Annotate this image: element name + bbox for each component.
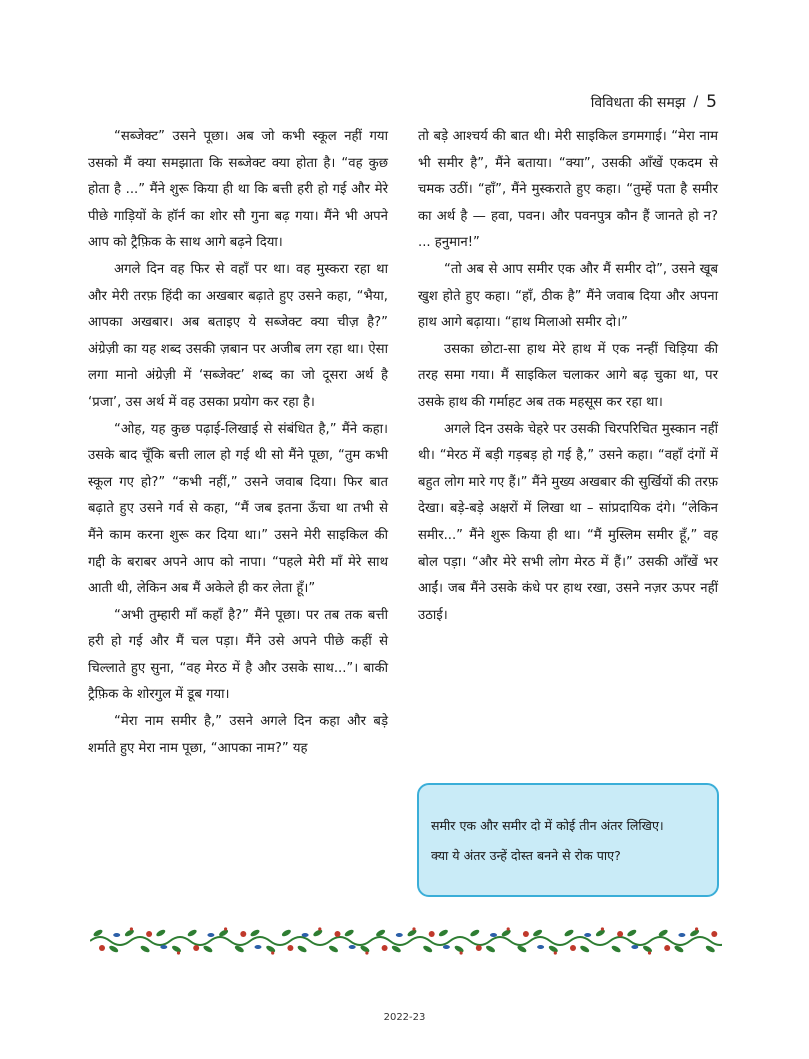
flower: [99, 945, 105, 951]
paragraph: “अभी तुम्हारी माँ कहाँ है?” मैंने पूछा। पर तब तक बत्ती हरी हो गई और मैं चल पड़ा। मैंने उसे अपने पीछे कहीं से चिल्लाते हुए सुना, “वह मेरठ में है और उसके साथ...”। बाकी ट्रैफ़िक के शोरगुल में डूब गया।: [88, 607, 388, 703]
paragraph: अगले दिन उसके चेहरे पर उसकी चिरपरिचित मुस्कान नहीं थी। “मेरठ में बड़ी गड़बड़ हो गई है,” उसने कहा। “वहाँ दंगों में बहुत लोग मारे गए हैं।” मैंने मुख्य अखबार की सुर्खियों की तरफ़ देखा। बड़े-बड़े अक्षरों में लिखा था – सांप्रदायिक दंगे। “लेकिन समीर...” मैंने शुरू किया ही था। “मैं मुस्लिम समीर हूँ,” वह बोल पड़ा। “और मेरे सभी लोग मेरठ में हैं।” उसकी आँखें भर आईं। जब मैंने उसके कंधे पर हाथ रखा, उसने नज़र ऊपर नहीं उठाई।: [418, 421, 718, 623]
flower: [382, 945, 388, 951]
leaf: [265, 944, 276, 953]
berry: [460, 951, 463, 954]
berry: [695, 927, 698, 930]
flower: [429, 931, 435, 937]
leaf: [171, 944, 182, 953]
paragraph: तो बड़े आश्चर्य की बात थी। मेरी साइकिल डगमगाई। “मेरा नाम भी समीर है”, मैंने बताया। “क्या”, उसकी आँखें एकदम से चमक उठीं। “हाँ”, मैंने मुस्कराते हुए कहा। “तुम्हें पता है समीर का अर्थ है — हवा, पवन। और पवनपुत्र कौन हैं जानते हो न? ... हनुमान!”: [418, 129, 718, 251]
leaf: [548, 944, 559, 953]
berry: [412, 927, 415, 930]
footer-year: 2022-23: [383, 1012, 426, 1023]
header-separator: /: [693, 94, 699, 110]
flower: [146, 931, 152, 937]
bud: [678, 933, 685, 937]
flower: [664, 945, 670, 951]
leaf: [344, 928, 355, 937]
leaf: [297, 944, 308, 953]
flower: [193, 945, 199, 951]
leaf: [579, 944, 590, 953]
berry: [507, 927, 510, 930]
leaf: [328, 944, 339, 953]
leaf: [626, 928, 637, 937]
chapter-title: विविधता की समझ: [590, 94, 686, 111]
berry: [271, 951, 274, 954]
berry: [648, 951, 651, 954]
leaf: [485, 944, 496, 953]
leaf: [202, 944, 213, 953]
berry: [177, 951, 180, 954]
paragraph: अगले दिन वह फिर से वहाँ पर था। वह मुस्करा रहा था और मेरी तरफ़ हिंदी का अखबार बढ़ाते हुए उसने कहा, “भैया, आपका अखबार। अब बताइए ये सब्जेक्ट क्या चीज़ है?” अंग्रेज़ी का यह शब्द उसकी ज़बान पर अजीब लग रहा था। ऐसा लगा मानो अंग्रेज़ी में ‘सब्जेक्ट’ शब्द का जो दूसरा अर्थ है ‘प्रजा’, उस अर्थ में वह उसका प्रयोग कर रहा है।: [88, 261, 388, 410]
paragraph: “सब्जेक्ट” उसने पूछा। अब जो कभी स्कूल नहीं गया उसको मैं क्या समझाता कि सब्जेक्ट क्या होता है। “वह कुछ होता है ...” मैंने शुरू किया ही था कि बत्ती हरी हो गई और मेरे पीछे गाड़ियों के हॉर्न का शोर सौ गुना बढ़ गया। मैंने भी अपने आप को ट्रैफ़िक के साथ आगे बढ़ने दिया।: [88, 129, 388, 251]
bud: [490, 933, 497, 937]
flower: [240, 931, 246, 937]
berry: [554, 951, 557, 954]
bud: [207, 933, 214, 937]
right-column: [418, 124, 718, 629]
bud: [443, 945, 450, 949]
flower: [287, 945, 293, 951]
berry: [601, 927, 604, 930]
leaf: [140, 944, 151, 953]
bud: [537, 945, 544, 949]
leaf: [406, 928, 417, 937]
bud: [631, 945, 638, 949]
flower: [711, 931, 717, 937]
bud: [160, 945, 167, 949]
vine-stem: [90, 937, 722, 945]
flower: [570, 945, 576, 951]
berry: [224, 927, 227, 930]
paragraph: “मेरा नाम समीर है,” उसने अगले दिन कहा और बड़े शर्माते हुए मेरा नाम पूछा, “आपका नाम?” यह: [88, 714, 388, 756]
bud: [584, 933, 591, 937]
bud: [349, 945, 356, 949]
leaf: [187, 928, 198, 937]
flower: [523, 931, 529, 937]
leaf: [312, 928, 323, 937]
paragraph: “ओह, यह कुछ पढ़ाई-लिखाई से संबंधित है,” मैंने कहा। उसके बाद चूँकि बत्ती लाल हो गई थी सो मैंने पूछा, “तुम कभी स्कूल गए हो?” “कभी नहीं,” उसने जवाब दिया। फिर बात बढ़ाते हुए उसने गर्व से कहा, “मैं जब इतना ऊँचा था तभी से मैंने काम करना शुरू कर दिया था।” उसने मेरी साइकिल की गद्दी के बराबर अपने आप को नापा। “पहले मेरी माँ मेरे साथ आती थी, लेकिन अब मैं अकेले ही कर लेता हूँ।”: [88, 421, 388, 597]
paragraph: “तो अब से आप समीर एक और मैं समीर दो”, उसने खूब खुश होते हुए कहा। “हाँ, ठीक है” मैंने जवाब दिया और अपना हाथ आगे बढ़ाया। “हाथ मिलाओ समीर दो।”: [418, 261, 718, 331]
leaf: [281, 928, 292, 937]
leaf: [454, 944, 465, 953]
floral-border-decoration: [90, 924, 722, 958]
leaf: [124, 928, 135, 937]
leaf: [563, 928, 574, 937]
bud: [302, 933, 309, 937]
leaf: [469, 928, 480, 937]
flower: [335, 931, 341, 937]
paragraph: उसका छोटा-सा हाथ मेरे हाथ में एक नन्हीं चिड़िया की तरह समा गया। मैं साइकिल चलाकर आगे बढ़ चुका था, पर उसके हाथ की गर्माहट अब तक महसूस कर रहा था।: [418, 341, 718, 410]
berry: [130, 927, 133, 930]
leaf: [595, 928, 606, 937]
activity-question-2: क्या ये अंतर उन्हें दोस्त बनने से रोक पाए?: [431, 848, 621, 863]
left-column: [88, 124, 388, 762]
bud: [113, 933, 120, 937]
bud: [396, 933, 403, 937]
berry: [318, 927, 321, 930]
flower: [617, 931, 623, 937]
vine-pattern: [90, 927, 722, 954]
berry: [365, 951, 368, 954]
page-header: [591, 92, 717, 112]
page-number: 5: [706, 92, 717, 112]
leaf: [155, 928, 166, 937]
bud: [255, 945, 262, 949]
leaf: [438, 928, 449, 937]
flower: [476, 945, 482, 951]
activity-box: [417, 783, 719, 897]
leaf: [642, 944, 653, 953]
leaf: [705, 944, 716, 953]
leaf: [422, 944, 433, 953]
activity-question-1: समीर एक और समीर दो में कोई तीन अंतर लिखिए।: [431, 818, 664, 833]
leaf: [611, 944, 622, 953]
